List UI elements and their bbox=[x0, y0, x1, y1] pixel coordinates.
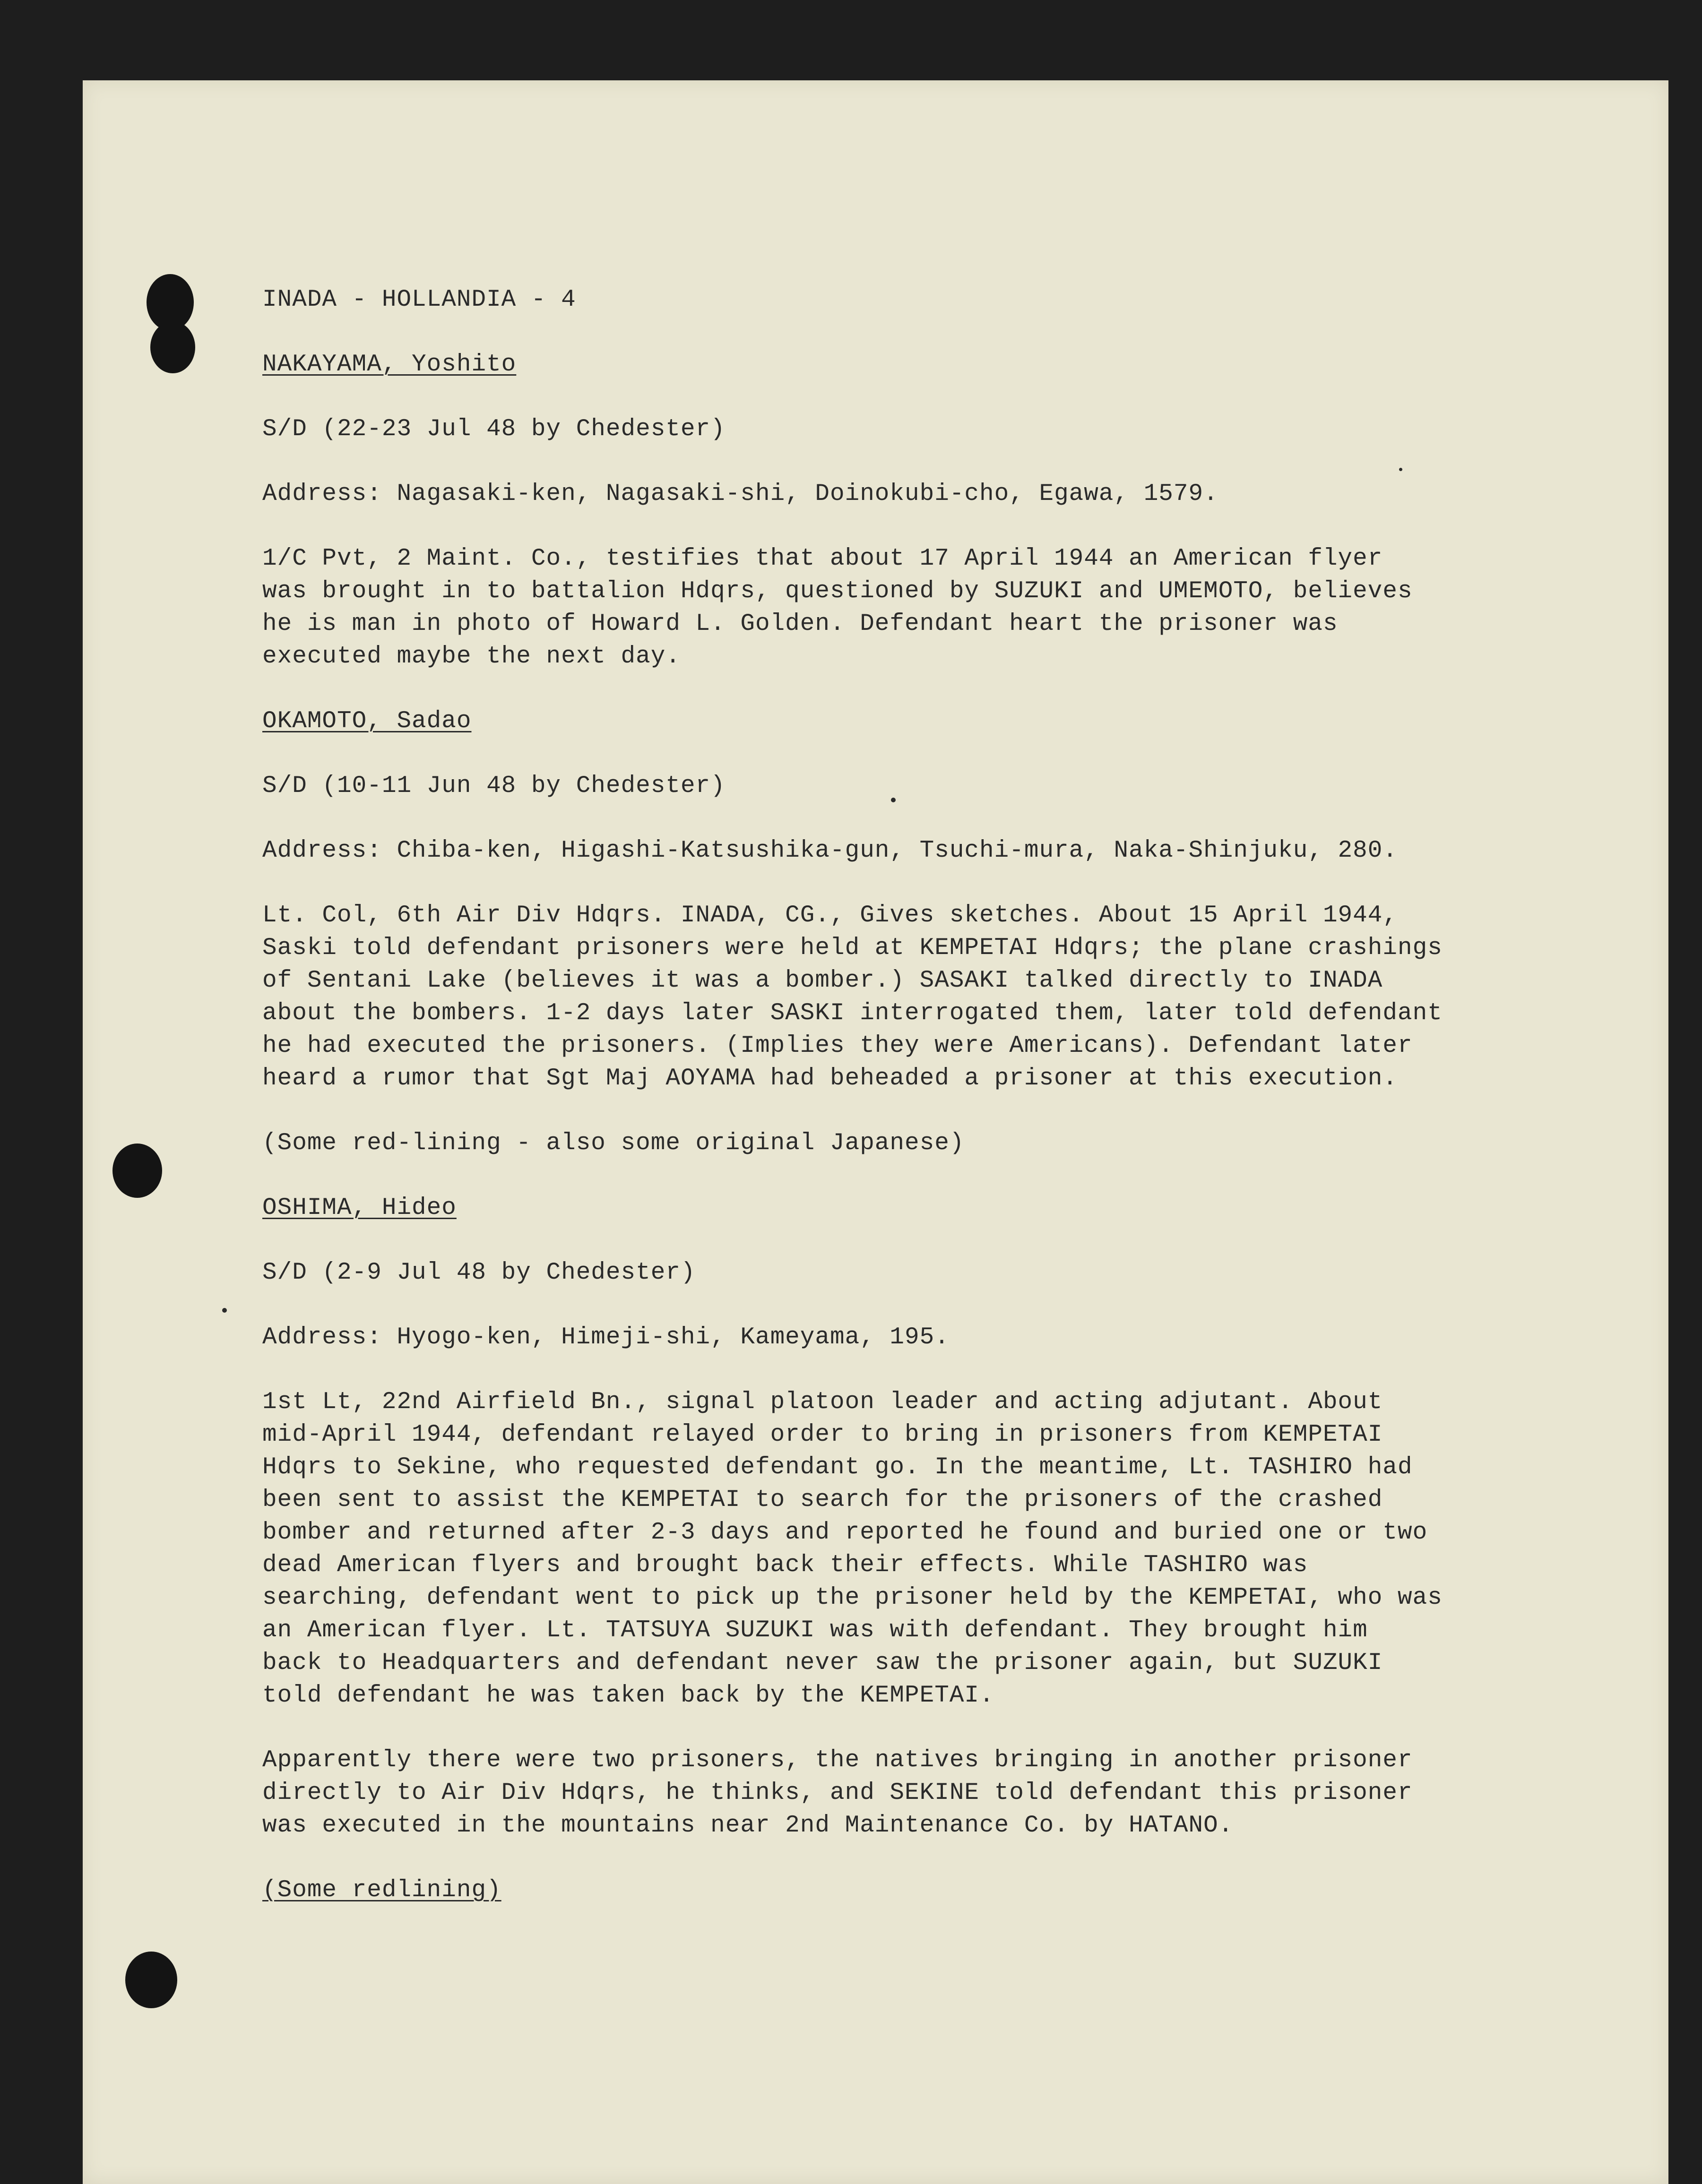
entry-name: OSHIMA, Hideo bbox=[262, 1195, 457, 1221]
entry-name: NAKAYAMA, Yoshito bbox=[262, 351, 517, 378]
body-line: mid-April 1944, defendant relayed order to bring in prisoners from KEMPETAI bbox=[262, 1421, 1383, 1448]
body-line: dead American flyers and brought back their effects. While TASHIRO was bbox=[262, 1552, 1308, 1579]
entry-sd: S/D (2-9 Jul 48 by Chedester) bbox=[262, 1259, 696, 1286]
entry-note: (Some red-lining - also some original Japanese) bbox=[262, 1130, 965, 1157]
entry-address: Address: Chiba-ken, Higashi-Katsushika-gun, Tsuchi-mura, Naka-Shinjuku, 280. bbox=[262, 837, 1398, 864]
body-line: of Sentani Lake (believes it was a bomber.) SASAKI talked directly to INADA bbox=[262, 967, 1383, 994]
punch-hole bbox=[125, 1952, 177, 2008]
body-line: Lt. Col, 6th Air Div Hdqrs. INADA, CG., Gives sketches. About 15 April 1944, bbox=[262, 902, 1398, 929]
entry-address: Address: Nagasaki-ken, Nagasaki-shi, Doinokubi-cho, Egawa, 1579. bbox=[262, 481, 1218, 507]
body-line: been sent to assist the KEMPETAI to search for the prisoners of the crashed bbox=[262, 1487, 1383, 1513]
body-line: 1st Lt, 22nd Airfield Bn., signal platoon leader and acting adjutant. About bbox=[262, 1389, 1383, 1416]
body-line: bomber and returned after 2-3 days and reported he found and buried one or two bbox=[262, 1519, 1428, 1546]
page-header: INADA - HOLLANDIA - 4 bbox=[262, 286, 576, 313]
body-line: heard a rumor that Sgt Maj AOYAMA had beheaded a prisoner at this execution. bbox=[262, 1065, 1398, 1092]
paper-speck bbox=[222, 1308, 227, 1313]
entry-sd: S/D (22-23 Jul 48 by Chedester) bbox=[262, 416, 726, 443]
entry-name: OKAMOTO, Sadao bbox=[262, 708, 472, 735]
body-line: about the bombers. 1-2 days later SASKI interrogated them, later told defendant bbox=[262, 1000, 1443, 1027]
punch-hole bbox=[150, 321, 195, 373]
body-line: was executed in the mountains near 2nd Maintenance Co. by HATANO. bbox=[262, 1812, 1234, 1839]
body-line: he had executed the prisoners. (Implies they were Americans). Defendant later bbox=[262, 1032, 1413, 1059]
entry-address: Address: Hyogo-ken, Himeji-shi, Kameyama, 195. bbox=[262, 1324, 950, 1351]
body-line: told defendant he was taken back by the KEMPETAI. bbox=[262, 1682, 994, 1709]
entry-note: (Some redlining) bbox=[262, 1877, 501, 1904]
body-line: he is man in photo of Howard L. Golden. Defendant heart the prisoner was bbox=[262, 610, 1338, 637]
body-line: Saski told defendant prisoners were held at KEMPETAI Hdqrs; the plane crashings bbox=[262, 935, 1443, 962]
body-line: was brought in to battalion Hdqrs, questioned by SUZUKI and UMEMOTO, believes bbox=[262, 578, 1413, 605]
body-line: directly to Air Div Hdqrs, he thinks, and SEKINE told defendant this prisoner bbox=[262, 1780, 1413, 1806]
body-line: Hdqrs to Sekine, who requested defendant go. In the meantime, Lt. TASHIRO had bbox=[262, 1454, 1413, 1481]
typed-document bbox=[262, 284, 1576, 1907]
body-line: searching, defendant went to pick up the prisoner held by the KEMPETAI, who was bbox=[262, 1584, 1443, 1611]
body-line: executed maybe the next day. bbox=[262, 643, 681, 670]
entry-sd: S/D (10-11 Jun 48 by Chedester) bbox=[262, 773, 726, 800]
body-line: 1/C Pvt, 2 Maint. Co., testifies that about 17 April 1944 an American flyer bbox=[262, 545, 1383, 572]
punch-hole bbox=[112, 1144, 162, 1198]
body-line: back to Headquarters and defendant never saw the prisoner again, but SUZUKI bbox=[262, 1650, 1383, 1677]
body-line: Apparently there were two prisoners, the natives bringing in another prisoner bbox=[262, 1747, 1413, 1774]
body-line: an American flyer. Lt. TATSUYA SUZUKI was with defendant. They brought him bbox=[262, 1617, 1368, 1644]
